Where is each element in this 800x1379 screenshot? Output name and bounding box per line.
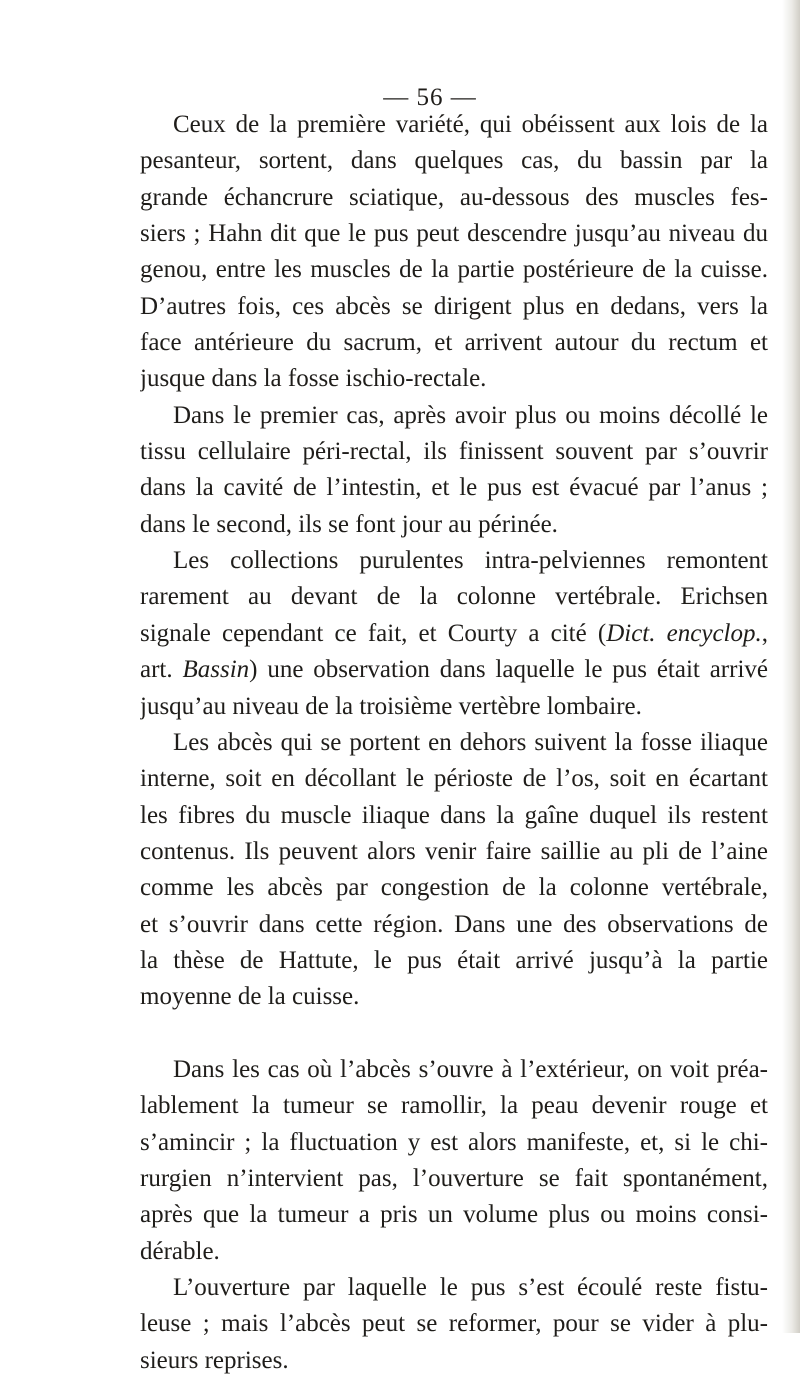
text-line: face antérieure du sacrum, et arrivent autour du rectum et — [140, 329, 768, 357]
text-line: Ceux de la première variété, qui obéissent aux lois de la — [173, 111, 768, 138]
text-line — [140, 616, 768, 652]
text-line: D’autres fois, ces abcès se dirigent plus en dedans, vers la — [140, 292, 768, 320]
text-line — [140, 652, 768, 688]
text-line: jusque dans la fosse ischio-rectale. — [140, 365, 487, 393]
text-segment: art. — [140, 656, 183, 684]
text-line: dans le second, ils se font jour au périnée. — [140, 510, 558, 538]
text-line: siers ; Hahn dit que le pus peut descendre jusqu’au niveau du — [140, 220, 768, 248]
text-line: moyenne de la cuisse. — [140, 983, 360, 1011]
text-line: Les collections purulentes intra-pelviennes remontent — [173, 547, 768, 575]
text-line: comme les abcès par congestion de la colonne vertébrale, — [140, 874, 768, 902]
text-line: Dans le premier cas, après avoir plus ou moins décollé le — [173, 401, 768, 429]
text-line: et s’ouvrir dans cette région. Dans une des observations de — [140, 910, 768, 938]
text-line: grande échancrure sciatique, au-dessous des muscles fes- — [140, 183, 768, 211]
italic-reference: Bassin — [182, 656, 250, 684]
text-line: dans la cavité de l’intestin, et le pus est évacué par l’anus ; — [140, 474, 768, 502]
text-line: pesanteur, sortent, dans quelques cas, du bassin par la — [140, 147, 768, 175]
text-line: après que la tumeur a pris un volume plus ou moins consi- — [140, 1201, 768, 1229]
text-line: Dans les cas où l’abcès s’ouvre à l’extérieur, on voit préa- — [173, 1055, 768, 1083]
text-line: rurgien n’intervient pas, l’ouverture se fait spontanément, — [140, 1164, 768, 1192]
paragraph-gap — [140, 1016, 768, 1052]
text-line: s’amincir ; la fluctuation y est alors manifeste, et, si le chi- — [140, 1128, 768, 1156]
text-line: L’ouverture par laquelle le pus s’est écoulé reste fistu- — [173, 1274, 768, 1301]
body-text — [140, 107, 768, 1379]
text-segment: signale cependant ce fait, et Courty a cité ( — [140, 619, 607, 647]
text-line: interne, soit en décollant le périoste de l’os, soit en écartant — [140, 765, 768, 793]
text-line: leuse ; mais l’abcès peut se reformer, pour se vider à plu- — [140, 1310, 768, 1338]
text-line: la thèse de Hattute, le pus était arrivé jusqu’à la partie — [140, 946, 768, 974]
text-segment: , — [761, 619, 768, 647]
text-line: sieurs reprises. — [140, 1346, 289, 1374]
italic-reference: Dict. encyclop. — [606, 619, 762, 647]
text-line: dérable. — [140, 1237, 220, 1265]
text-line: tissu cellulaire péri-rectal, ils finissent souvent par s’ouvrir — [140, 438, 768, 466]
text-line: lablement la tumeur se ramollir, la peau devenir rouge et — [140, 1092, 768, 1120]
page-edge-shadow — [782, 0, 800, 1333]
text-line: contenus. Ils peuvent alors venir faire saillie au pli de l’aine — [140, 837, 768, 865]
text-line: rarement au devant de la colonne vertébrale. Erichsen — [140, 583, 768, 611]
page-number: — 56 — — [383, 84, 477, 111]
text-line: Les abcès qui se portent en dehors suivent la fosse iliaque — [173, 728, 768, 756]
text-line: genou, entre les muscles de la partie postérieure de la cuisse. — [140, 256, 768, 284]
text-segment: ) une observation dans laquelle le pus était arrivé — [249, 656, 768, 684]
text-line: les fibres du muscle iliaque dans la gaîne duquel ils restent — [140, 801, 768, 829]
text-line: jusqu’au niveau de la troisième vertèbre lombaire. — [140, 692, 642, 720]
